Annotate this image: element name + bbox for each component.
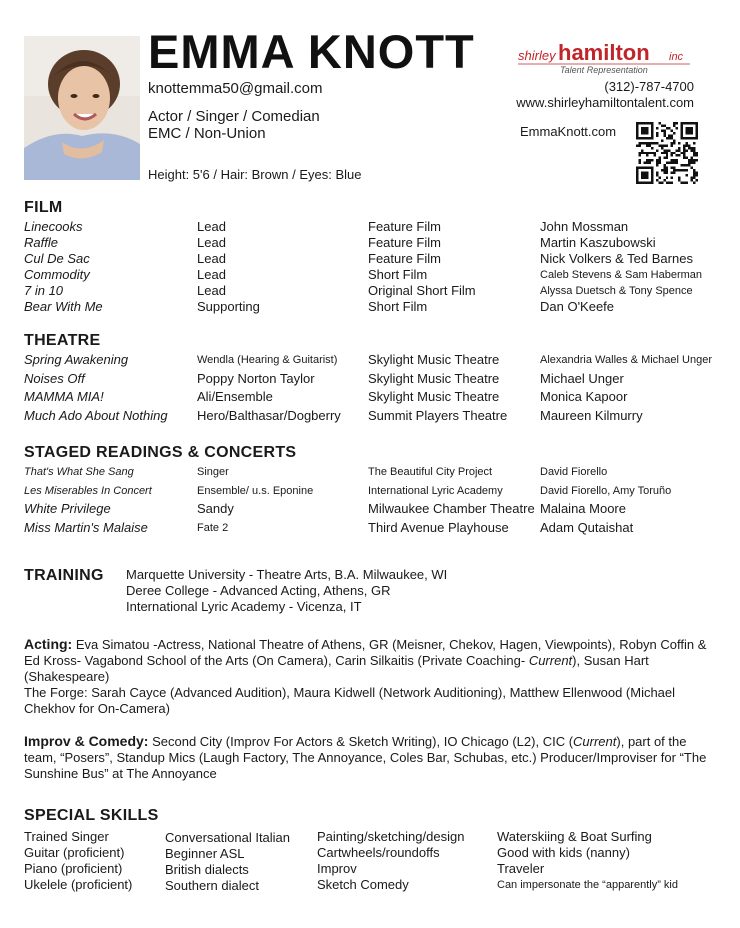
credit-director: Alexandria Walles & Michael Unger bbox=[540, 354, 712, 366]
credit-row bbox=[24, 408, 724, 424]
credit-role: Poppy Norton Taylor bbox=[197, 370, 315, 386]
acting-current: Current bbox=[528, 653, 573, 668]
credit-role: Fate 2 bbox=[197, 521, 229, 534]
credit-director: Malaina Moore bbox=[540, 501, 626, 517]
credit-row bbox=[24, 464, 724, 480]
skill-item: Can impersonate the “apparently” kid bbox=[497, 879, 678, 891]
credit-title: Les Miserables In Concert bbox=[24, 484, 152, 497]
skill-item: British dialects bbox=[165, 862, 249, 877]
skill-item: Conversational Italian bbox=[165, 830, 291, 845]
credit-company: Skylight Music Theatre bbox=[368, 389, 500, 405]
credit-director: David Fiorello, Amy Toruño bbox=[540, 484, 672, 497]
improv-text: Second City (Improv For Actors & Sketch Writing), IO Chicago (L2), CIC ( bbox=[148, 734, 574, 749]
agency-logo-text-b: hamilton bbox=[558, 40, 650, 65]
skill-item: Sketch Comedy bbox=[317, 877, 409, 892]
acting-training bbox=[24, 636, 714, 717]
credit-role: Lead bbox=[197, 267, 226, 282]
credit-title: Raffle bbox=[24, 235, 58, 250]
agency-logo-suffix: inc bbox=[669, 51, 684, 63]
acting-label: Acting: bbox=[24, 636, 73, 652]
credit-company: Short Film bbox=[368, 299, 428, 314]
credit-row bbox=[24, 389, 724, 405]
training-line: Deree College - Advanced Acting, Athens, GR bbox=[126, 583, 391, 598]
skill-item: Southern dialect bbox=[165, 878, 259, 893]
skill-item: Waterskiing & Boat Surfing bbox=[497, 829, 652, 844]
credit-row bbox=[24, 219, 724, 235]
credit-director: Michael Unger bbox=[540, 370, 624, 386]
credit-company: Feature Film bbox=[368, 235, 441, 250]
credit-title: Bear With Me bbox=[24, 299, 103, 314]
improv-training bbox=[24, 733, 714, 782]
credit-title: Linecooks bbox=[24, 219, 83, 234]
improv-label: Improv & Comedy: bbox=[24, 733, 149, 749]
skill-item: Improv bbox=[317, 861, 357, 876]
credit-role: Lead bbox=[197, 219, 226, 234]
skill-item: Painting/sketching/design bbox=[317, 829, 465, 844]
credit-title: Noises Off bbox=[24, 370, 85, 386]
credit-director: Martin Kaszubowski bbox=[540, 235, 656, 250]
forge-training: The Forge: Sarah Cayce (Advanced Audition), Maura Kidwell (Network Auditioning), Matthew Ellenwood (Michael Chekhov for On-Camera) bbox=[24, 685, 676, 716]
skill-item: Ukelele (proficient) bbox=[24, 877, 133, 892]
improv-text-end: ), part of the team, “Posers”, Standup Mics (Laugh Factory, The Annoyance, Coles Bar, Schubas, etc.) Producer/Improviser for “The Sunshine Bus” at The Annoyance bbox=[24, 734, 707, 781]
personal-website[interactable]: EmmaKnott.com bbox=[520, 124, 617, 139]
credit-company: Feature Film bbox=[368, 251, 441, 266]
skill-item: Piano (proficient) bbox=[24, 861, 123, 876]
credit-role: Hero/Balthasar/Dogberry bbox=[197, 407, 341, 423]
credit-row bbox=[24, 352, 724, 368]
training-line: International Lyric Academy - Vicenza, IT bbox=[126, 599, 362, 614]
credit-title: White Privilege bbox=[24, 501, 111, 517]
credit-title: MAMMA MIA! bbox=[24, 389, 104, 405]
credit-role: Supporting bbox=[197, 299, 260, 314]
skill-item: Trained Singer bbox=[24, 829, 109, 844]
acting-text: Eva Simatou -Actress, National Theatre of Athens, GR (Meisner, Chekov, Hagen, Viewpoints), Robyn Coffin & Ed Kross- Vagabond School of the Arts (On Camera), Carin Silkaitis (Private Coaching- bbox=[24, 637, 707, 668]
skill-item: Beginner ASL bbox=[165, 846, 245, 861]
credit-director: Monica Kapoor bbox=[540, 389, 628, 405]
skills-column-language bbox=[165, 830, 290, 894]
credit-title: Much Ado About Nothing bbox=[24, 407, 168, 423]
training-line: Marquette University - Theatre Arts, B.A. Milwaukee, WI bbox=[126, 567, 448, 582]
credit-company: Short Film bbox=[368, 267, 428, 282]
credit-row bbox=[24, 501, 724, 517]
credit-row bbox=[24, 267, 724, 283]
credit-role: Lead bbox=[197, 283, 226, 298]
credit-director: Maureen Kilmurry bbox=[540, 407, 643, 423]
skills-column-arts bbox=[317, 829, 464, 893]
actor-name: EMMA KNOTT bbox=[148, 25, 475, 78]
credit-row bbox=[24, 251, 724, 267]
credit-director: Adam Qutaishat bbox=[540, 519, 634, 535]
training-list bbox=[126, 567, 447, 615]
qr-code-icon bbox=[636, 122, 698, 184]
theatre-heading: THEATRE bbox=[24, 332, 101, 349]
agency-tagline: Talent Representation bbox=[560, 65, 648, 75]
acting-text-end: ), Susan Hart (Shakespeare) bbox=[24, 653, 649, 684]
film-heading: FILM bbox=[24, 199, 63, 216]
skill-item: Guitar (proficient) bbox=[24, 845, 125, 860]
physical-stats: Height: 5'6 / Hair: Brown / Eyes: Blue bbox=[148, 167, 362, 182]
credit-title: 7 in 10 bbox=[24, 283, 64, 298]
skills-column-misc bbox=[497, 829, 678, 893]
skill-item: Traveler bbox=[497, 861, 545, 876]
union-status: EMC / Non-Union bbox=[148, 125, 266, 142]
credit-company: The Beautiful City Project bbox=[368, 466, 493, 478]
credit-company: International Lyric Academy bbox=[368, 484, 503, 497]
agency-website[interactable]: www.shirleyhamiltontalent.com bbox=[516, 95, 694, 110]
credit-director: Alyssa Duetsch & Tony Spence bbox=[540, 285, 693, 297]
credit-director: Dan O'Keefe bbox=[540, 299, 615, 314]
credit-company: Feature Film bbox=[368, 219, 441, 234]
credit-role: Singer bbox=[197, 466, 229, 478]
credit-role: Lead bbox=[197, 235, 226, 250]
agency-phone: (312)-787-4700 bbox=[604, 79, 694, 94]
credit-company: Milwaukee Chamber Theatre bbox=[368, 501, 535, 517]
credit-company: Skylight Music Theatre bbox=[368, 352, 500, 367]
credit-title: Spring Awakening bbox=[24, 352, 129, 367]
credit-director: David Fiorello bbox=[540, 466, 608, 478]
skill-item: Cartwheels/roundoffs bbox=[317, 845, 440, 860]
credit-company: Skylight Music Theatre bbox=[368, 370, 500, 386]
credit-row bbox=[24, 371, 724, 387]
credit-row bbox=[24, 520, 724, 536]
credit-role: Ali/Ensemble bbox=[197, 389, 273, 405]
credit-role: Lead bbox=[197, 251, 226, 266]
skills-heading: SPECIAL SKILLS bbox=[24, 807, 159, 824]
agency-logo bbox=[518, 40, 708, 76]
credit-title: That's What She Sang bbox=[24, 466, 134, 478]
credit-company: Summit Players Theatre bbox=[368, 407, 508, 423]
roles-text: Actor / Singer / Comedian bbox=[148, 108, 320, 125]
credit-row bbox=[24, 283, 724, 299]
training-heading: TRAINING bbox=[24, 567, 104, 584]
email-link[interactable]: knottemma50@gmail.com bbox=[148, 80, 323, 97]
credit-role: Ensemble/ u.s. Eponine bbox=[197, 484, 314, 497]
credit-director: Caleb Stevens & Sam Haberman bbox=[540, 269, 703, 281]
credit-director: Nick Volkers & Ted Barnes bbox=[540, 251, 693, 266]
credit-title: Commodity bbox=[24, 267, 90, 282]
credit-title: Miss Martin's Malaise bbox=[24, 519, 148, 535]
readings-heading: STAGED READINGS & CONCERTS bbox=[24, 444, 297, 461]
credit-company: Original Short Film bbox=[368, 283, 476, 298]
credit-director: John Mossman bbox=[540, 219, 629, 234]
skill-item: Good with kids (nanny) bbox=[497, 845, 630, 860]
agency-logo-text-a: shirley bbox=[518, 48, 556, 63]
credit-company: Third Avenue Playhouse bbox=[368, 519, 509, 535]
skills-column-music bbox=[24, 829, 132, 893]
credit-row bbox=[24, 235, 724, 251]
credit-title: Cul De Sac bbox=[24, 251, 90, 266]
credit-row bbox=[24, 299, 724, 315]
headshot-photo bbox=[24, 36, 140, 180]
improv-current: Current bbox=[573, 734, 617, 749]
credit-row bbox=[24, 483, 724, 499]
credit-role: Wendla (Hearing & Guitarist) bbox=[197, 354, 338, 366]
credit-role: Sandy bbox=[197, 501, 234, 517]
